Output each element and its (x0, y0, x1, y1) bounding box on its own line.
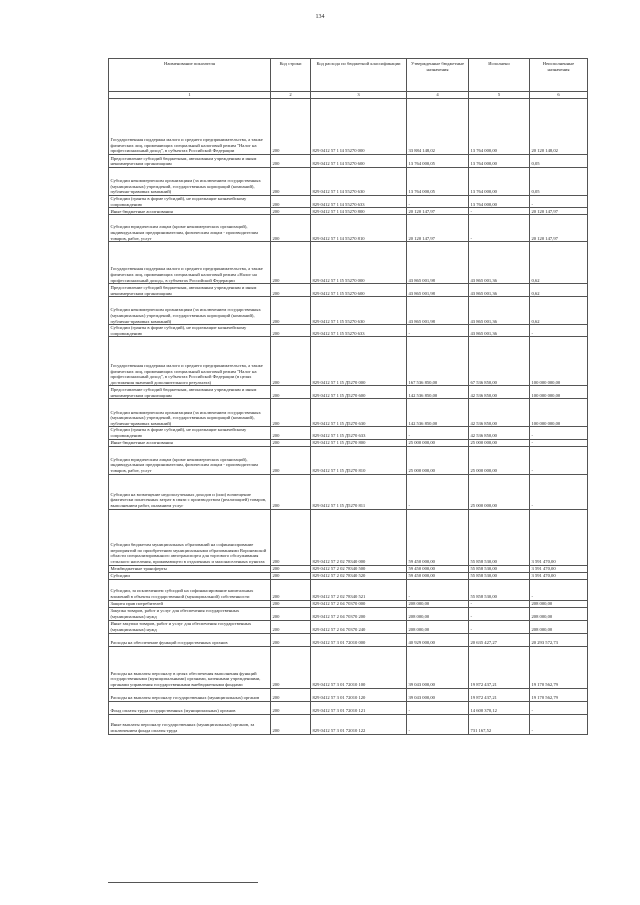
row-budget-code: 829 0412 57 3 01 72010 122 (311, 714, 407, 734)
row-budget-code: 829 0412 57 1 I4 55270 800 (311, 208, 407, 215)
table-row (109, 325, 588, 337)
row-unexecuted: - (530, 196, 588, 208)
row-unexecuted: 100 000 000,00 (530, 386, 588, 399)
row-name: Субсидии юридическим лицам (кроме некоммерческих организаций), индивидуальным предпринимателям, физическим лицам - производителям товаров, работ, услуг (109, 446, 271, 474)
row-budget-code: 829 0412 57 1 I4 55270 810 (311, 215, 407, 242)
row-budget-code: 829 0412 57 2 02 78340 000 (311, 509, 407, 565)
row-executed: 55 858 530,00 (469, 572, 530, 579)
header-row (109, 59, 588, 92)
row-name: Субсидии бюджетам муниципальных образований на софинансирование мероприятий по приобретению муниципальными образованиями Воронежской области специализированного автотранспорта для торгового обслуживания сельского населения, проживающего в отдаленных и малонаселенных пунктах (109, 509, 271, 565)
row-name: Иные выплаты персоналу государственных (муниципальных) органов, за исключением фонда оплаты труда (109, 714, 271, 734)
row-line-code: 200 (271, 474, 311, 509)
row-executed: 19 872 437,21 (469, 688, 530, 701)
row-approved: 40 929 000,00 (407, 633, 469, 646)
row-line-code: 200 (271, 427, 311, 439)
table-row (109, 714, 588, 734)
row-line-code: 200 (271, 284, 311, 297)
row-name: Субсидии юридическим лицам (кроме некоммерческих организаций), индивидуальным предпринимателям, физическим лицам - производителям товаров, работ, услуг (109, 215, 271, 242)
row-unexecuted: 208 000,00 (530, 620, 588, 633)
row-name: Субсидии (109, 572, 271, 579)
table-row (109, 337, 588, 386)
table-row (109, 168, 588, 196)
row-budget-code: 829 0412 57 2 04 70370 000 (311, 600, 407, 607)
table-row (109, 427, 588, 439)
row-line-code: 200 (271, 325, 311, 337)
row-approved: 43 865 001,98 (407, 297, 469, 325)
row-approved: 20 120 147,97 (407, 215, 469, 242)
table-row (109, 155, 588, 168)
row-executed: 25 000 000,00 (469, 474, 530, 509)
row-unexecuted: - (530, 714, 588, 734)
row-approved: 13 764 000,05 (407, 155, 469, 168)
row-name: Фонд оплаты труда государственных (муниципальных) органов (109, 701, 271, 714)
row-executed: 43 865 001,36 (469, 242, 530, 284)
table-row (109, 446, 588, 474)
row-unexecuted: - (530, 325, 588, 337)
row-budget-code: 829 0412 57 3 01 72010 121 (311, 701, 407, 714)
row-approved: 167 536 850,00 (407, 337, 469, 386)
row-name: Предоставление субсидий бюджетным, автономным учреждениям и иным некоммерческим организациям (109, 155, 271, 168)
row-approved: - (407, 714, 469, 734)
table-row (109, 607, 588, 620)
row-executed: 13 764 000,00 (469, 168, 530, 196)
row-approved: 39 043 000,00 (407, 688, 469, 701)
row-budget-code: 829 0412 57 3 01 72010 100 (311, 646, 407, 688)
row-name: Расходы на обеспечение функций государственных органов (109, 633, 271, 646)
column-number: 6 (530, 92, 588, 99)
table-row (109, 399, 588, 427)
row-line-code: 200 (271, 386, 311, 399)
row-name: Субсидии, за исключением субсидий на софинансирование капитальных вложений в объекты государственной (муниципальной) собственности (109, 579, 271, 600)
row-approved: 208 000,00 (407, 620, 469, 633)
row-budget-code: 829 0412 57 3 01 72010 120 (311, 688, 407, 701)
row-executed: 13 764 000,00 (469, 155, 530, 168)
row-approved: - (407, 579, 469, 600)
row-line-code: 200 (271, 446, 311, 474)
row-approved: 208 000,00 (407, 600, 469, 607)
table-row (109, 196, 588, 208)
row-name: Субсидии на возмещение недополученных доходов и (или) возмещение фактически понесенных затрат в связи с производством (реализацией) товаров, выполнением работ, оказанием услуг (109, 474, 271, 509)
row-approved: 25 000 000,00 (407, 446, 469, 474)
row-executed: 67 536 850,00 (469, 337, 530, 386)
row-executed: - (469, 600, 530, 607)
row-name: Предоставление субсидий бюджетным, автономным учреждениям и иным некоммерческим организациям (109, 386, 271, 399)
header-name: Наименование показателя (109, 59, 271, 92)
row-unexecuted: - (530, 427, 588, 439)
row-executed: 55 858 530,00 (469, 579, 530, 600)
row-budget-code: 829 0412 57 2 02 78340 520 (311, 572, 407, 579)
row-name: Государственная поддержка малого и среднего предпринимательства, а также физических лиц, применяющих специальный налоговый режим «Налог на профессиональный доход», в субъектах Российской Федерации (109, 242, 271, 284)
row-budget-code: 829 0412 57 2 02 78340 521 (311, 579, 407, 600)
row-unexecuted: - (530, 439, 588, 446)
row-name: Иные закупки товаров, работ и услуг для обеспечения государственных (муниципальных) нужд (109, 620, 271, 633)
row-executed: 14 600 370,12 (469, 701, 530, 714)
row-budget-code: 829 0412 57 1 I4 55270 000 (311, 99, 407, 155)
row-name: Субсидии (гранты в форме субсидий), не подлежащие казначейскому сопровождению (109, 427, 271, 439)
table-row (109, 284, 588, 297)
row-executed: 43 865 001,36 (469, 284, 530, 297)
row-budget-code: 829 0412 57 1 I5 55270 633 (311, 325, 407, 337)
row-budget-code: 829 0412 57 1 I5 Д5270 633 (311, 427, 407, 439)
row-unexecuted: 100 000 000,00 (530, 337, 588, 386)
table-row (109, 509, 588, 565)
header-line-code: Код строки (271, 59, 311, 92)
row-budget-code: 829 0412 57 2 02 78340 500 (311, 565, 407, 572)
table-row (109, 633, 588, 646)
row-unexecuted: 20 293 572,73 (530, 633, 588, 646)
row-budget-code: 829 0412 57 1 I5 Д5270 000 (311, 337, 407, 386)
column-number: 2 (271, 92, 311, 99)
row-executed: 43 865 001,36 (469, 297, 530, 325)
row-name: Субсидии некоммерческим организациям (за исключением государственных (муниципальных) учреждений, государственных корпораций (компаний), публично-правовых компаний) (109, 399, 271, 427)
row-unexecuted: 3 591 470,00 (530, 509, 588, 565)
row-budget-code: 829 0412 57 1 I4 55270 630 (311, 168, 407, 196)
column-number: 5 (469, 92, 530, 99)
row-executed: - (469, 208, 530, 215)
table-row (109, 600, 588, 607)
row-unexecuted: - (530, 446, 588, 474)
row-executed: 55 858 530,00 (469, 565, 530, 572)
row-budget-code: 829 0412 57 1 I4 55270 633 (311, 196, 407, 208)
table-body (109, 99, 588, 735)
row-name: Межбюджетные трансферты (109, 565, 271, 572)
table-row (109, 242, 588, 284)
row-line-code: 200 (271, 439, 311, 446)
row-approved: - (407, 325, 469, 337)
row-line-code: 200 (271, 633, 311, 646)
row-unexecuted: - (530, 474, 588, 509)
table-row (109, 439, 588, 446)
row-name: Иные бюджетные ассигнования (109, 208, 271, 215)
row-budget-code: 829 0412 57 1 I5 Д5270 811 (311, 474, 407, 509)
row-name: Субсидии (гранты в форме субсидий), не подлежащие казначейскому сопровождению (109, 196, 271, 208)
row-name: Расходы на выплаты персоналу в целях обеспечения выполнения функций государственными (муниципальными) органами, казенными учреждениями, органами управления государственными внебюджетными фондами (109, 646, 271, 688)
row-unexecuted: 0,05 (530, 155, 588, 168)
row-budget-code: 829 0412 57 1 I5 Д5270 600 (311, 386, 407, 399)
column-number: 1 (109, 92, 271, 99)
table-row (109, 620, 588, 633)
row-name: Защита прав потребителей (109, 600, 271, 607)
row-approved: 39 043 000,00 (407, 646, 469, 688)
row-name: Субсидии некоммерческим организациям (за исключением государственных (муниципальных) учреждений, государственных корпораций (компаний), публично-правовых компаний) (109, 168, 271, 196)
row-budget-code: 829 0412 57 2 04 70370 240 (311, 620, 407, 633)
row-executed: 25 000 000,00 (469, 439, 530, 446)
column-number: 3 (311, 92, 407, 99)
row-budget-code: 829 0412 57 3 01 72010 000 (311, 633, 407, 646)
row-unexecuted: 0,05 (530, 168, 588, 196)
row-approved: 59 450 000,00 (407, 509, 469, 565)
row-unexecuted: 3 591 470,00 (530, 565, 588, 572)
table-row (109, 215, 588, 242)
row-line-code: 200 (271, 701, 311, 714)
row-line-code: 200 (271, 714, 311, 734)
row-unexecuted: 3 591 470,00 (530, 572, 588, 579)
table-row (109, 579, 588, 600)
row-unexecuted: - (530, 701, 588, 714)
row-name: Закупка товаров, работ и услуг для обеспечения государственных (муниципальных) нужд (109, 607, 271, 620)
row-approved: 43 865 001,98 (407, 284, 469, 297)
row-unexecuted: 20 120 148,02 (530, 99, 588, 155)
row-approved: 142 536 850,00 (407, 399, 469, 427)
row-unexecuted: 208 000,00 (530, 600, 588, 607)
budget-execution-table (108, 58, 588, 735)
row-executed: 20 635 427,27 (469, 633, 530, 646)
row-approved: 142 536 850,00 (407, 386, 469, 399)
row-executed: 731 167,52 (469, 714, 530, 734)
row-unexecuted: 100 000 000,00 (530, 399, 588, 427)
row-line-code: 200 (271, 646, 311, 688)
row-executed: 42 536 850,00 (469, 386, 530, 399)
row-executed: 25 000 000,00 (469, 446, 530, 474)
row-unexecuted: 0,62 (530, 284, 588, 297)
table-row (109, 208, 588, 215)
row-line-code: 200 (271, 509, 311, 565)
header-executed: Исполнено (469, 59, 530, 92)
table-row (109, 646, 588, 688)
table-row (109, 572, 588, 579)
row-line-code: 200 (271, 196, 311, 208)
row-name: Предоставление субсидий бюджетным, автономным учреждениям и иным некоммерческим организациям (109, 284, 271, 297)
row-name: Субсидии некоммерческим организациям (за исключением государственных (муниципальных) учреждений, государственных корпораций (компаний), публично-правовых компаний) (109, 297, 271, 325)
row-unexecuted: 20 120 147,97 (530, 215, 588, 242)
row-budget-code: 829 0412 57 1 I5 55270 600 (311, 284, 407, 297)
row-budget-code: 829 0412 57 1 I5 55270 630 (311, 297, 407, 325)
row-approved: 59 450 000,00 (407, 572, 469, 579)
row-executed: - (469, 620, 530, 633)
table-row (109, 701, 588, 714)
row-approved: - (407, 474, 469, 509)
row-line-code: 200 (271, 297, 311, 325)
row-line-code: 200 (271, 242, 311, 284)
row-budget-code: 829 0412 57 1 I5 Д5270 800 (311, 439, 407, 446)
header-unexecuted: Неисполненные назначения (530, 59, 588, 92)
row-approved: 25 000 000,00 (407, 439, 469, 446)
header-approved: Утвержденные бюджетные назначения (407, 59, 469, 92)
row-budget-code: 829 0412 57 1 I5 Д5270 810 (311, 446, 407, 474)
row-name: Субсидии (гранты в форме субсидий), не подлежащие казначейскому сопровождению (109, 325, 271, 337)
row-executed: 55 858 530,00 (469, 509, 530, 565)
row-executed: 13 764 000,00 (469, 99, 530, 155)
row-executed: 13 764 000,00 (469, 196, 530, 208)
row-budget-code: 829 0412 57 1 I4 55270 600 (311, 155, 407, 168)
row-approved: 13 764 000,05 (407, 168, 469, 196)
row-line-code: 200 (271, 607, 311, 620)
row-name: Расходы на выплаты персоналу государственных (муниципальных) органов (109, 688, 271, 701)
row-executed: 42 536 850,00 (469, 399, 530, 427)
row-line-code: 200 (271, 572, 311, 579)
header-budget-code: Код расхода по бюджетной классификации (311, 59, 407, 92)
row-unexecuted: 20 120 147,97 (530, 208, 588, 215)
row-approved: 20 120 147,97 (407, 208, 469, 215)
row-line-code: 200 (271, 337, 311, 386)
row-unexecuted: 208 000,00 (530, 607, 588, 620)
row-line-code: 200 (271, 155, 311, 168)
table-row (109, 474, 588, 509)
row-name: Государственная поддержка малого и среднего предпринимательства, а также физических лиц, применяющих специальный налоговый режим "Налог на профессиональный доход", в субъектах Российской Федерации (109, 99, 271, 155)
table-row (109, 386, 588, 399)
row-line-code: 200 (271, 208, 311, 215)
row-executed: - (469, 607, 530, 620)
row-approved: 59 450 000,00 (407, 565, 469, 572)
row-unexecuted: 19 170 562,79 (530, 646, 588, 688)
row-line-code: 200 (271, 688, 311, 701)
row-unexecuted: 0,62 (530, 297, 588, 325)
column-number-row (109, 92, 588, 99)
row-line-code: 200 (271, 620, 311, 633)
row-unexecuted: 0,62 (530, 242, 588, 284)
row-line-code: 200 (271, 99, 311, 155)
row-line-code: 200 (271, 565, 311, 572)
row-budget-code: 829 0412 57 2 04 70370 200 (311, 607, 407, 620)
row-executed: 43 865 001,36 (469, 325, 530, 337)
row-budget-code: 829 0412 57 1 I5 Д5270 630 (311, 399, 407, 427)
row-line-code: 200 (271, 579, 311, 600)
row-executed: 19 872 437,21 (469, 646, 530, 688)
row-executed: 42 536 850,00 (469, 427, 530, 439)
row-line-code: 200 (271, 168, 311, 196)
row-approved: - (407, 701, 469, 714)
table-row (109, 565, 588, 572)
row-approved: 43 865 001,98 (407, 242, 469, 284)
row-line-code: 200 (271, 600, 311, 607)
row-approved: 33 884 148,02 (407, 99, 469, 155)
column-number: 4 (407, 92, 469, 99)
table-row (109, 297, 588, 325)
row-executed: - (469, 215, 530, 242)
row-unexecuted: - (530, 579, 588, 600)
row-approved: - (407, 196, 469, 208)
page-number: 134 (315, 14, 325, 20)
row-approved: 208 000,00 (407, 607, 469, 620)
footer-line (108, 882, 258, 883)
row-name: Иные бюджетные ассигнования (109, 439, 271, 446)
row-line-code: 200 (271, 215, 311, 242)
row-unexecuted: 19 170 562,79 (530, 688, 588, 701)
table-row (109, 688, 588, 701)
row-approved: - (407, 427, 469, 439)
table-row (109, 99, 588, 155)
row-name: Государственная поддержка малого и среднего предпринимательства, а также физических лиц, применяющих специальный налоговый режим "Налог на профессиональный доход", в субъектах Российской Федерации (в целях достижения значений дополнительного результата) (109, 337, 271, 386)
row-line-code: 200 (271, 399, 311, 427)
row-budget-code: 829 0412 57 1 I5 55270 000 (311, 242, 407, 284)
